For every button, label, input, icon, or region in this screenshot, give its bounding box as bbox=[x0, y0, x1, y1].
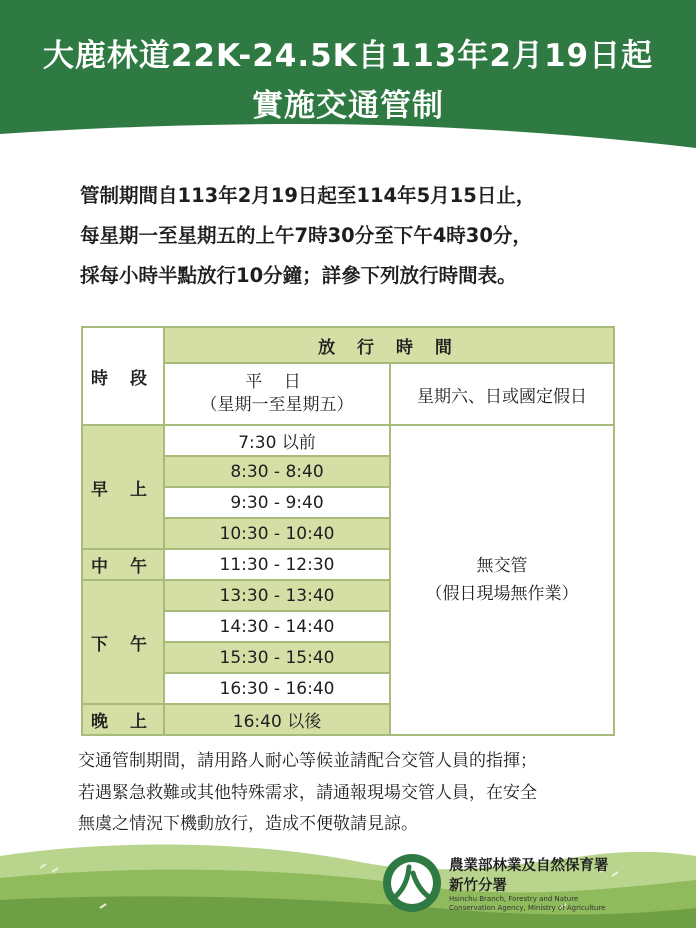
agency-name-line-2: 新竹分署 bbox=[449, 878, 507, 894]
weekend-note: （假日現場無作業） bbox=[425, 584, 579, 604]
time-slot: 10:30 - 10:40 bbox=[163, 517, 389, 548]
weekend-value: 無交管 bbox=[476, 556, 528, 576]
notice-line-1: 交通管制期間，請用路人耐心等候並請配合交管人員的指揮； bbox=[78, 751, 537, 771]
intro-line-2: 每星期一至星期五的上午7時30分至下午4時30分， bbox=[80, 224, 532, 247]
weekday-sublabel: （星期一至星期五） bbox=[200, 395, 354, 415]
period-evening: 晚 上 bbox=[83, 703, 163, 734]
weekday-label: 平 日 bbox=[245, 372, 309, 392]
weekday-header bbox=[163, 362, 389, 424]
time-slot: 8:30 - 8:40 bbox=[163, 455, 389, 486]
release-time-header: 放 行 時 間 bbox=[163, 328, 613, 362]
intro-paragraph bbox=[80, 176, 640, 296]
agency-english-line-1: Hsinchu Branch, Forestry and Nature bbox=[449, 895, 579, 903]
header-banner bbox=[0, 0, 696, 150]
weekend-cell bbox=[389, 424, 613, 734]
time-slot: 16:40 以後 bbox=[163, 703, 389, 734]
agency-logo bbox=[382, 853, 442, 913]
time-slot: 15:30 - 15:40 bbox=[163, 641, 389, 672]
header-background bbox=[0, 0, 696, 150]
period-noon: 中 午 bbox=[83, 548, 163, 579]
notice-line-2: 若遇緊急救難或其他特殊需求，請通報現場交管人員，在安全 bbox=[78, 782, 537, 803]
notice-line-3: 無虞之情況下機動放行，造成不便敬請見諒。 bbox=[78, 814, 418, 834]
notice-paragraph bbox=[78, 746, 658, 841]
forestry-agency-icon bbox=[382, 853, 442, 913]
agency-english-line-2: Conservation Agency, Ministry of Agriculture bbox=[449, 904, 606, 912]
time-slot: 13:30 - 13:40 bbox=[163, 579, 389, 610]
agency-name-line-1: 農業部林業及自然保育署 bbox=[449, 858, 609, 874]
title-line-2: 實施交通管制 bbox=[252, 88, 444, 124]
period-header: 時 段 bbox=[91, 368, 155, 389]
hills-illustration bbox=[0, 828, 696, 928]
footer-landscape bbox=[0, 828, 696, 928]
title-line-1: 大鹿林道22K-24.5K自113年2月19日起 bbox=[42, 38, 654, 74]
time-slot: 16:30 - 16:40 bbox=[163, 672, 389, 703]
intro-line-3: 採每小時半點放行10分鐘；詳參下列放行時間表。 bbox=[80, 264, 517, 287]
time-slot: 9:30 - 9:40 bbox=[163, 486, 389, 517]
time-slot: 7:30 以前 bbox=[163, 424, 389, 455]
release-schedule-table bbox=[81, 326, 615, 736]
period-afternoon: 下 午 bbox=[83, 579, 163, 703]
time-slot: 11:30 - 12:30 bbox=[163, 548, 389, 579]
weekend-header: 星期六、日或國定假日 bbox=[389, 362, 613, 424]
intro-line-1: 管制期間自113年2月19日起至114年5月15日止， bbox=[80, 184, 536, 207]
time-slot: 14:30 - 14:40 bbox=[163, 610, 389, 641]
period-morning: 早 上 bbox=[83, 424, 163, 548]
